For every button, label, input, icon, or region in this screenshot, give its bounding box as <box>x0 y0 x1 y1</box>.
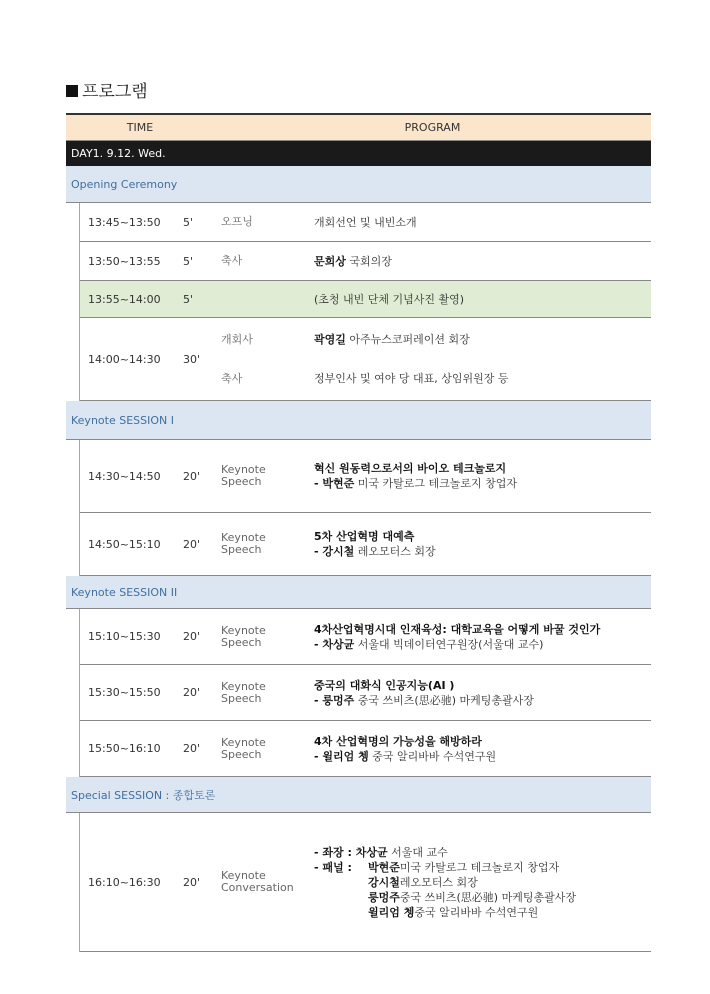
talk-topic: 혁신 원동력으로서의 바이오 테크놀로지 <box>314 462 507 475</box>
speaker-prefix: - <box>314 545 323 558</box>
row-type: 축사 <box>221 254 243 267</box>
table-row <box>80 813 651 952</box>
table-row <box>80 513 651 576</box>
row-type <box>221 625 314 649</box>
type-line-1: Keynote <box>221 463 266 476</box>
panel-line <box>314 875 651 890</box>
type-line-2: Speech <box>221 475 262 488</box>
chair-label: - 좌장 : <box>314 845 356 859</box>
session-opening: Opening Ceremony <box>66 166 651 203</box>
speaker-affil: 국회의장 <box>345 254 392 268</box>
type-line-2: Speech <box>221 635 262 649</box>
row-duration: 20' <box>183 686 201 699</box>
type-line-2: Speech <box>221 747 262 761</box>
table-row <box>80 665 651 721</box>
row-duration: 20' <box>183 742 201 755</box>
type-line-1: Keynote <box>221 623 266 637</box>
panel-line <box>314 860 651 875</box>
panel-line <box>314 905 651 920</box>
panelist-affil: 중국 알리바바 수석연구원 <box>414 905 539 919</box>
panelist-affil: 미국 카탈로그 테크놀로지 창업자 <box>399 860 560 874</box>
speaker-name: 강시철 <box>322 545 355 558</box>
row-time: 13:45~13:50 <box>88 215 161 229</box>
session-keynote-1: Keynote SESSION I <box>66 401 651 440</box>
row-time: 15:30~15:50 <box>88 686 161 699</box>
row-program <box>314 678 651 708</box>
speaker-affil: 미국 카탈로그 테크놀로지 창업자 <box>354 477 518 490</box>
panelist-name: 룽멍주 <box>368 890 400 904</box>
row-program <box>314 254 651 269</box>
type-line-1: Keynote <box>221 531 266 544</box>
page-title <box>66 77 148 102</box>
speaker-name: 곽영길 <box>314 333 346 346</box>
type-line-2: Speech <box>221 691 262 705</box>
speaker-affil: 레오모터스 회장 <box>354 545 436 558</box>
row-duration: 5' <box>183 292 194 306</box>
session-keynote-2: Keynote SESSION II <box>66 576 651 609</box>
row-type: 축사 <box>221 371 243 385</box>
panelist-affil: 중국 쓰비츠(思必驰) 마케팅총괄사장 <box>399 890 576 904</box>
type-line-1: Keynote <box>221 869 266 882</box>
row-program <box>314 622 651 652</box>
row-time: 15:50~16:10 <box>88 742 161 755</box>
row-program <box>314 461 651 491</box>
row-program: (초청 내빈 단체 기념사진 촬영) <box>314 292 465 306</box>
panel-line <box>314 890 651 905</box>
page-title-text: 프로그램 <box>82 82 148 102</box>
table-row-highlight <box>80 281 651 318</box>
speaker-affil: 중국 쓰비츠(思必驰) 마케팅총괄사장 <box>354 693 534 707</box>
row-type <box>221 464 314 488</box>
row-type <box>221 737 314 761</box>
type-line-2: Speech <box>221 543 262 556</box>
row-type: 개회사 <box>221 332 253 346</box>
row-duration: 5' <box>183 254 194 268</box>
sub-row <box>221 359 651 398</box>
row-program <box>314 734 651 764</box>
session-special: Special SESSION : 종합토론 <box>66 777 651 813</box>
row-time: 13:50~13:55 <box>88 254 161 268</box>
type-line-2: Conversation <box>221 881 294 894</box>
speaker-affil: 중국 알리바바 수석연구원 <box>368 749 497 763</box>
table-row <box>80 203 651 242</box>
header-time: TIME <box>126 121 154 134</box>
table-header <box>66 113 651 141</box>
panelist-name: 윌리엄 쳉 <box>368 905 415 919</box>
table-row <box>80 440 651 513</box>
chair-name: 차상균 <box>355 845 388 859</box>
panelist-affil: 레오모터스 회장 <box>399 875 478 889</box>
row-program: 정부인사 및 여야 당 대표, 상임위원장 등 <box>314 372 509 385</box>
row-program <box>314 845 651 920</box>
speaker-name: 룽멍주 <box>322 693 355 707</box>
talk-topic: 5차 산업혁명 대예측 <box>314 530 415 543</box>
speaker-name: 윌리엄 쳉 <box>322 749 369 763</box>
type-line-1: Keynote <box>221 679 266 693</box>
speaker-affil: 서울대 빅데이터연구원장(서울대 교수) <box>354 637 544 651</box>
row-time: 14:00~14:30 <box>88 352 161 366</box>
row-time: 15:10~15:30 <box>88 630 161 643</box>
speaker-affil: 아주뉴스코퍼레이션 회장 <box>345 333 470 346</box>
speaker-prefix: - <box>314 637 323 651</box>
table-row <box>80 721 651 777</box>
keynote1-rows <box>79 440 651 576</box>
row-duration: 20' <box>183 630 201 643</box>
row-time: 14:50~15:10 <box>88 537 161 551</box>
row-duration: 20' <box>183 469 201 483</box>
panelist-name: 강시철 <box>368 875 400 889</box>
row-time: 13:55~14:00 <box>88 292 161 306</box>
row-duration: 30' <box>183 352 201 366</box>
row-time: 14:30~14:50 <box>88 469 161 483</box>
row-duration: 20' <box>183 875 201 889</box>
table-row <box>80 609 651 665</box>
row-duration: 5' <box>183 215 194 229</box>
header-program: PROGRAM <box>404 121 461 134</box>
row-program: 개회선언 및 내빈소개 <box>314 215 417 229</box>
row-type <box>221 532 314 556</box>
special-rows <box>79 813 651 952</box>
speaker-prefix: - <box>314 749 323 763</box>
table-row <box>80 242 651 281</box>
square-bullet-icon <box>66 85 78 97</box>
row-time: 16:10~16:30 <box>88 875 161 889</box>
speaker-name: 문희상 <box>314 254 346 268</box>
keynote2-rows <box>79 609 651 777</box>
row-program <box>314 529 651 559</box>
row-duration: 20' <box>183 537 201 551</box>
opening-rows <box>79 203 651 401</box>
speaker-prefix: - <box>314 477 323 490</box>
sub-row <box>221 320 651 359</box>
speaker-name: 박현준 <box>322 477 355 490</box>
chair-affil: 서울대 교수 <box>387 845 448 859</box>
table-row <box>80 318 651 401</box>
speaker-prefix: - <box>314 693 323 707</box>
panel-label: - 패널 : <box>314 860 352 874</box>
talk-topic: 4차 산업혁명의 가능성을 해방하라 <box>314 734 482 748</box>
row-program <box>314 332 651 347</box>
row-type <box>221 681 314 705</box>
type-line-1: Keynote <box>221 735 266 749</box>
program-table <box>66 113 651 952</box>
sub-rows <box>221 320 651 398</box>
row-type <box>221 870 314 894</box>
panelist-name: 박현준 <box>368 860 400 874</box>
row-type: 오프닝 <box>221 215 253 228</box>
talk-topic: 4차산업혁명시대 인재육성: 대학교육을 어떻게 바꿀 것인가 <box>314 622 601 636</box>
talk-topic: 중국의 대화식 인공지능(AI ) <box>314 678 455 692</box>
speaker-name: 차상균 <box>322 637 355 651</box>
day-bar: DAY1. 9.12. Wed. <box>66 141 651 166</box>
